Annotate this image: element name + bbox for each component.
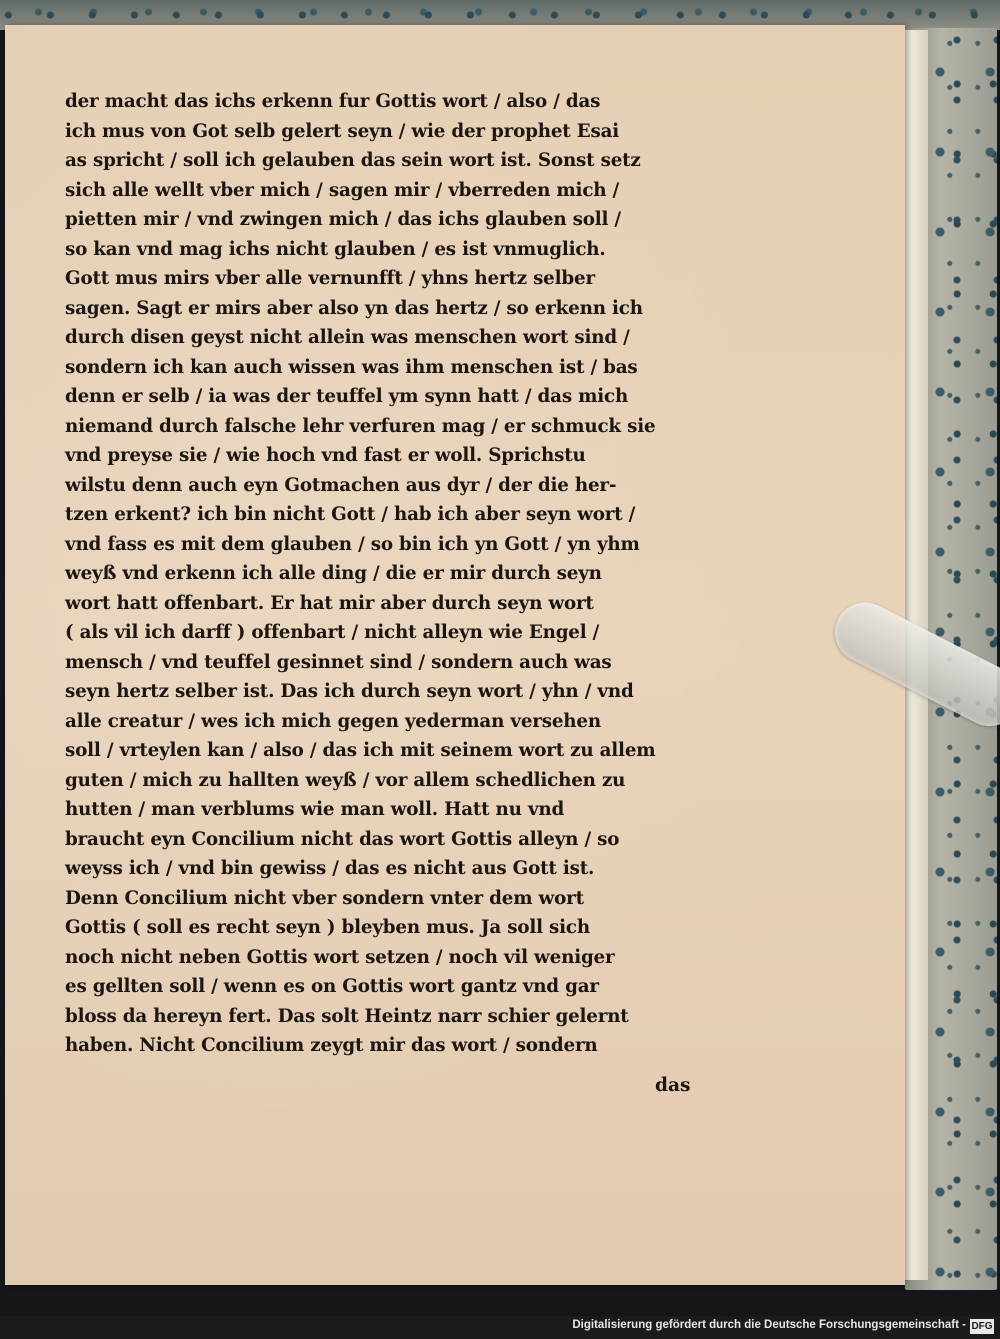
text-line: weyß vnd erkenn ich alle ding / die er mir durch seyn	[65, 563, 602, 584]
text-line: soll / vrteylen kan / also / das ich mit seinem wort zu allem	[65, 740, 656, 761]
text-line: sich alle wellt vber mich / sagen mir / vberreden mich /	[65, 179, 620, 201]
text-line: guten / mich zu hallten weyß / vor allem schedlichen zu	[65, 769, 626, 791]
text-line: bloss da hereyn fert. Das solt Heintz narr schier gelernt	[65, 1005, 629, 1027]
text-line: wort hatt offenbart. Er hat mir aber durch seyn wort	[65, 592, 594, 614]
text-line: so kan vnd mag ichs nicht glauben / es ist vnmuglich.	[65, 238, 606, 260]
text-line: noch nicht neben Gottis wort setzen / noch vil weniger	[65, 946, 615, 968]
text-line: wilstu denn auch eyn Gotmachen aus dyr / der die her-	[65, 474, 617, 496]
text-line: sondern ich kan auch wissen was ihm menschen ist / bas	[65, 356, 638, 378]
text-line: vnd preyse sie / wie hoch vnd fast er woll. Sprichstu	[65, 445, 586, 466]
text-line: weyss ich / vnd bin gewiss / das es nicht aus Gott ist.	[65, 858, 595, 879]
text-line: niemand durch falsche lehr verfuren mag / er schmuck sie	[65, 415, 656, 437]
text-line: hutten / man verblums wie man woll. Hatt nu vnd	[65, 799, 565, 820]
footer-credit: Digitalisierung gefördert durch die Deutsche Forschungsgemeinschaft -	[572, 1319, 966, 1331]
text-line: seyn hertz selber ist. Das ich durch seyn wort / yhn / vnd	[65, 681, 634, 702]
text-line: ich mus von Got selb gelert seyn / wie der prophet Esai	[65, 120, 620, 142]
catchword: das	[655, 1075, 691, 1096]
text-line: mensch / vnd teuffel gesinnet sind / sondern auch was	[65, 651, 612, 673]
text-line: tzen erkent? ich bin nicht Gott / hab ich aber seyn wort /	[65, 504, 636, 525]
text-line: Gottis ( soll es recht seyn ) bleyben mus. Ja soll sich	[65, 917, 590, 938]
text-line: denn er selb / ia was der teuffel ym synn hatt / das mich	[65, 386, 629, 407]
text-line: Gott mus mirs vber alle vernunfft / yhns hertz selber	[65, 268, 595, 289]
text-line: sagen. Sagt er mirs aber also yn das hertz / so erkenn ich	[65, 297, 643, 319]
text-line: haben. Nicht Concilium zeygt mir das wort / sondern	[65, 1035, 598, 1056]
text-line: durch disen geyst nicht allein was menschen wort sind /	[65, 327, 630, 348]
text-line: vnd fass es mit dem glauben / so bin ich yn Gott / yn yhm	[65, 533, 640, 555]
text-line: ( als vil ich darff ) offenbart / nicht alleyn wie Engel /	[65, 622, 600, 643]
text-line: es gellten soll / wenn es on Gottis wort gantz vnd gar	[65, 976, 599, 997]
text-line: Denn Concilium nicht vber sondern vnter dem wort	[65, 887, 584, 909]
text-line: pietten mir / vnd zwingen mich / das ichs glauben soll /	[65, 209, 621, 230]
page-text	[65, 87, 715, 1061]
dfg-logo: DFG	[971, 1321, 993, 1332]
text-line: as spricht / soll ich gelauben das sein wort ist. Sonst setz	[65, 150, 641, 171]
text-line: der macht das ichs erkenn fur Gottis wort / also / das	[65, 91, 601, 112]
book-page	[5, 25, 905, 1285]
text-line: alle creatur / wes ich mich gegen yederman versehen	[65, 710, 601, 732]
text-line: braucht eyn Concilium nicht das wort Gottis alleyn / so	[65, 828, 620, 850]
